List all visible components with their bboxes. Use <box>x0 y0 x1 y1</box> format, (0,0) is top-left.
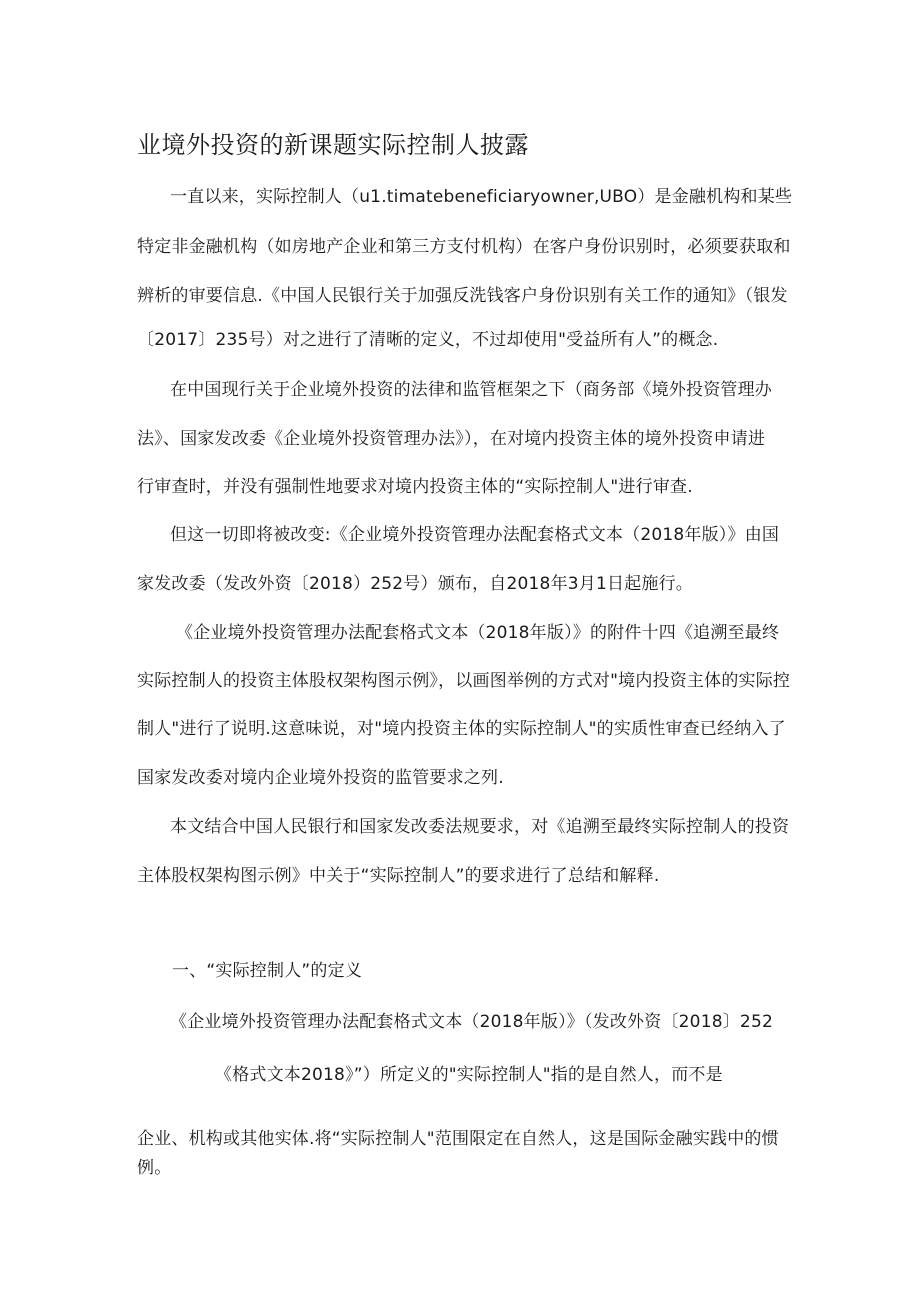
paragraph-2-line-2: 法》、国家发改委《企业境外投资管理办法》），在对境内投资主体的境外投资申请进 <box>137 429 766 449</box>
paragraph-4-line-1: 《企业境外投资管理办法配套格式文本（2018年版）》的附件十四《追溯至最终 <box>176 623 780 643</box>
section-line-3: 企业、机构或其他实体.将“实际控制人"范围限定在自然人，这是国际金融实践中的惯 <box>137 1129 779 1149</box>
paragraph-4-line-2: 实际控制人的投资主体股权架构图示例》，以画图举例的方式对"境内投资主体的实际控 <box>137 671 791 691</box>
paragraph-4-line-3: 制人"进行了说明.这意味说，对"境内投资主体的实际控制人"的实质性审查已经纳入了 <box>137 719 786 739</box>
section-line-1: 《企业境外投资管理办法配套格式文本（2018年版）》（发改外资〔2018〕252 <box>170 1012 773 1032</box>
paragraph-5-line-2: 主体股权架构图示例》中关于“实际控制人”的要求进行了总结和解释. <box>137 866 660 886</box>
paragraph-1-line-3: 辨析的审要信息.《中国人民银行关于加强反洗钱客户身份识别有关工作的通知》（银发 <box>137 286 788 306</box>
paragraph-2-line-1: 在中国现行关于企业境外投资的法律和监管框架之下（商务部《境外投资管理办 <box>170 380 772 400</box>
paragraph-1-line-2: 特定非金融机构（如房地产企业和第三方支付机构）在客户身份识别时，必须要获取和 <box>137 237 791 257</box>
paragraph-1-line-1: 一直以来，实际控制人（u1.timatebeneficiaryowner,UBO）是金融机构和某些 <box>170 187 793 207</box>
section-line-2: 《格式文本2018》”）所定义的"实际控制人"指的是自然人，而不是 <box>215 1065 723 1085</box>
paragraph-1-line-4: 〔2017〕235号）对之进行了清晰的定义，不过却使用"受益所有人”的概念. <box>137 330 719 350</box>
document-title: 业境外投资的新课题实际控制人披露 <box>137 131 529 159</box>
section-heading: 一、“实际控制人”的定义 <box>172 961 363 981</box>
paragraph-4-line-4: 国家发改委对境内企业境外投资的监管要求之列. <box>137 768 504 788</box>
paragraph-5-line-1: 本文结合中国人民银行和国家发改委法规要求，对《追溯至最终实际控制人的投资 <box>170 817 790 837</box>
paragraph-2-line-3: 行审查时，并没有强制性地要求对境内投资主体的“实际控制人"进行审查. <box>137 477 693 497</box>
paragraph-3-line-2: 家发改委（发改外资〔2018）252号）颁布，自2018年3月1日起施行。 <box>137 574 694 594</box>
section-line-4: 例。 <box>137 1158 172 1178</box>
paragraph-3-line-1: 但这一切即将被改变:《企业境外投资管理办法配套格式文本（2018年版）》由国 <box>170 525 780 545</box>
